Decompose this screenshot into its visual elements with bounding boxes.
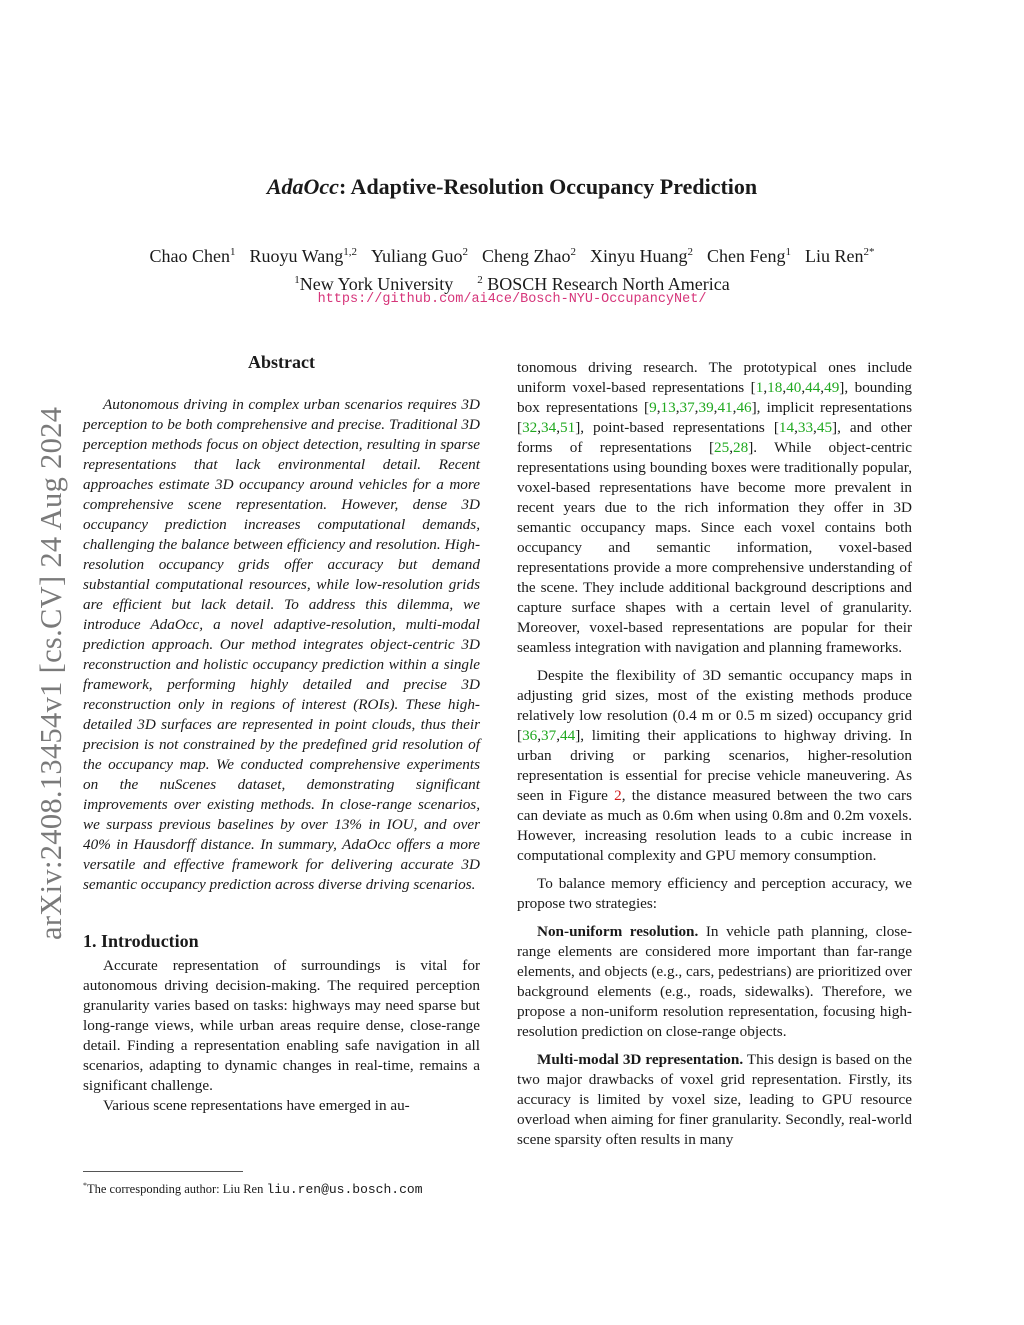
author-affiliation-mark: 2* <box>863 246 875 258</box>
citation-link[interactable]: 41 <box>717 399 733 416</box>
right-paragraph-nonuniform: Non-uniform resolution. In vehicle path planning, close-range elements are considered more important than far-range elements, and objects (e.g., cars, pedestrians) are prioritized over background elements (e.g., roads, sidewalks). Therefore, we propose a non-uniform resolution representation, focusing high-resolution prediction on close-range objects. <box>517 923 913 1040</box>
citation-link[interactable]: 37 <box>679 399 695 416</box>
right-paragraph-2: Despite the flexibility of 3D semantic occupancy maps in adjusting grid sizes, most of the existing methods produce relatively low resolution (0.4 m or 0.5 m sized) occupancy grid [36,37,44], limiting their applications to highway driving. In urban driving or parking scenarios, higher-resolution representation is essential for precise vehicle maneuvering. As seen in Figure 2, the distance measured between the two cars can deviate as much as 0.6m when using 0.8m and 0.2m voxels. However, increasing resolution leads to a cubic increase in computational complexity and GPU memory consumption. <box>517 667 913 864</box>
right-column <box>517 358 912 1150</box>
citation-link[interactable]: 39 <box>698 399 714 416</box>
citation-link[interactable]: 14 <box>778 419 795 436</box>
paper-title <box>0 174 1024 200</box>
author-affiliation-mark: 2 <box>462 246 468 258</box>
citation-link[interactable]: 44 <box>560 727 576 744</box>
citation-link[interactable]: 46 <box>736 399 752 416</box>
author-name: Yuliang Guo$^2$ <box>370 246 468 266</box>
author-name: Ruoyu Wang$^{1,2}$ <box>249 246 357 266</box>
author-name: Chen Feng$^1$ <box>706 246 791 266</box>
figure-reference[interactable]: 2 <box>614 787 622 804</box>
right-paragraph-multimodal: Multi-modal 3D representation. This design is based on the two major drawbacks of voxel grid representation. Firstly, its accuracy is limited by voxel size, leading to GPU resource overload when aiming for finer granularity. Secondly, real-world scene sparsity often results in many <box>517 1051 912 1148</box>
citation-link[interactable]: 40 <box>786 379 802 396</box>
arxiv-identifier: arXiv:2408.13454v1 [cs.CV] 24 Aug 2024 <box>34 406 68 940</box>
abstract <box>83 395 480 895</box>
author-block <box>0 240 1024 296</box>
footnote: *The corresponding author: Liu Ren liu.ren@us.bosch.com <box>83 1181 423 1198</box>
footnote-rule <box>83 1171 243 1172</box>
citation-link[interactable]: 36 <box>522 727 538 744</box>
affiliation: $^1$New York University <box>294 274 454 294</box>
method-name: AdaOcc <box>266 174 339 199</box>
author-name: Cheng Zhao$^2$ <box>481 246 576 266</box>
affiliation: $^2$ BOSCH Research North America <box>477 274 730 294</box>
citation-link[interactable]: 45 <box>816 419 833 436</box>
author-name: Liu Ren$^{2*}$ <box>804 246 875 266</box>
author-name: Chao Chen$^1$ <box>149 246 236 266</box>
intro-paragraph-1: Accurate representation of surroundings is vital for autonomous driving decision-making. The required perception granularity varies based on tasks: highways may need sparse but long-range views, while urban areas require dense, close-range detail. Finding a representation enabling safe navigation in all scenarios, adapting to dynamic changes in real-time, remains a significant challenge. <box>83 957 480 1094</box>
citation-link[interactable]: 34 <box>541 419 557 436</box>
citation-link[interactable]: 1 <box>755 379 764 396</box>
right-paragraph-3: To balance memory efficiency and perception accuracy, we propose two strategies: <box>517 875 912 912</box>
multimodal-heading: Multi-modal 3D representation. <box>537 1051 744 1068</box>
author-list <box>0 240 1024 268</box>
intro-paragraph-2: Various scene representations have emerged in au- <box>103 1097 410 1114</box>
citation-link[interactable]: 49 <box>824 379 840 396</box>
citation-link[interactable]: 9 <box>649 399 657 416</box>
right-paragraph-1: tonomous driving research. The prototypical ones include uniform voxel-based representations [1,18,40,44,49], bounding box representations [9,13,37,39,41,46], implicit representations [32,34,51], point-based representations [14,33,45], and other forms of representations [25,28]. While object-centric representations using bounding boxes were traditionally popular, voxel-based representations have become more prevalent in recent years due to the rich information they offer in 3D semantic occupancy maps. Since each voxel contains both occupancy and semantic information, voxel-based representations provide a more comprehensive understanding of the scene. They include additional background descriptions and capture surface shapes with a certain level of granularity. Moreover, voxel-based representations are popular for their seamless integration with navigation and planning frameworks. <box>517 359 913 656</box>
author-affiliation-mark: 1 <box>785 246 791 258</box>
citation-link[interactable]: 44 <box>805 379 821 396</box>
citation-link[interactable]: 51 <box>560 419 576 436</box>
author-affiliation-mark: 2 <box>687 246 693 258</box>
author-email[interactable]: liu.ren@us.bosch.com <box>266 1182 423 1198</box>
citation-link[interactable]: 33 <box>797 419 814 436</box>
author-affiliation-mark: 1 <box>230 246 236 258</box>
citation-link[interactable]: 18 <box>767 379 783 396</box>
nonuniform-heading: Non-uniform resolution. <box>537 923 699 940</box>
citation-link[interactable]: 13 <box>660 399 676 416</box>
citation-link[interactable]: 37 <box>541 727 557 744</box>
author-affiliation-mark: 2 <box>570 246 576 258</box>
citation-link[interactable]: 28 <box>733 439 749 456</box>
author-affiliation-mark: 1,2 <box>343 246 357 258</box>
section-heading-introduction: 1. Introduction <box>83 931 199 951</box>
abstract-heading: Abstract <box>248 352 315 372</box>
citation-link[interactable]: 25 <box>714 439 730 456</box>
project-url[interactable]: https://github.com/ai4ce/Bosch-NYU-OccupancyNet/ <box>317 292 707 307</box>
title-rest: : Adaptive-Resolution Occupancy Prediction <box>338 174 758 199</box>
author-name: Xinyu Huang$^2$ <box>589 246 693 266</box>
left-column <box>83 352 480 1116</box>
citation-link[interactable]: 32 <box>522 419 538 436</box>
abstract-text: Autonomous driving in complex urban scenarios requires 3D perception to be both comprehensive and precise. Traditional 3D perception methods focus on object detection, resulting in sparse representations that lack environmental detail. Recent approaches estimate 3D occupancy around vehicles for a more comprehensive scene representation. However, dense 3D occupancy prediction increases computational demands, challenging the balance between efficiency and resolution. High-resolution occupancy grids offer accuracy but demand substantial computational resources, while low-resolution grids are efficient but lack detail. To address this dilemma, we introduce AdaOcc, a novel adaptive-resolution, multi-modal prediction approach. Our method integrates object-centric 3D reconstruction and holistic occupancy prediction within a single framework, performing highly detailed and precise 3D reconstruction only in regions of interest (ROIs). These high-detailed 3D surfaces are represented in point clouds, thus their precision is not constrained by the predefined grid resolution of the occupancy map. We conducted comprehensive experiments on the nuScenes dataset, demonstrating significant improvements over existing methods. In close-range scenarios, we surpass previous baselines by over 13% in IOU, and over 40% in Hausdorff distance. In summary, AdaOcc offers a more versatile and effective framework for delivering accurate 3D semantic occupancy prediction across diverse driving scenarios. <box>83 396 480 893</box>
